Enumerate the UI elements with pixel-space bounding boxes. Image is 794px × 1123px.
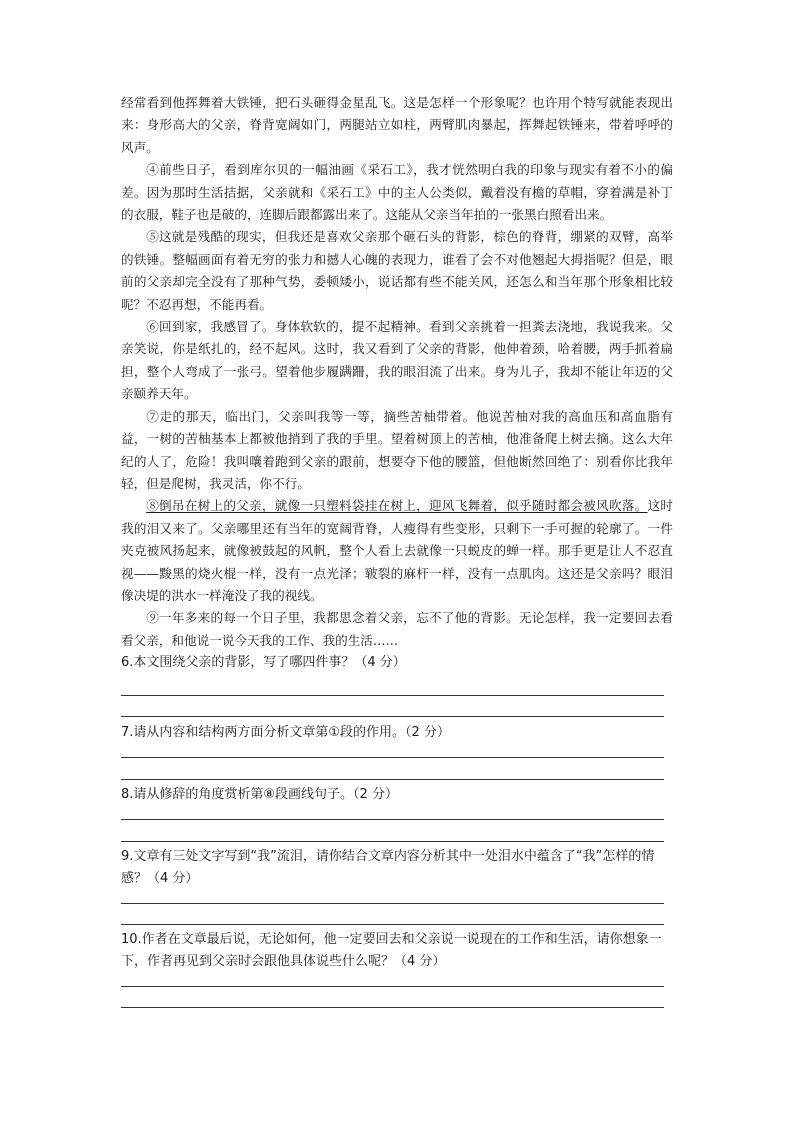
question-8-text: 8.请从修辞的角度赏析第⑧段画线句子。（2 分） <box>121 787 398 802</box>
question-10 <box>121 929 665 973</box>
passage-paragraph-4: ④前些日子，看到库尔贝的一幅油画《采石工》，我才恍然明白我的印象与现实有着不小的偏差。因为那时生活拮据，父亲就和《采石工》中的主人公类似，戴着没有檐的草帽，穿着满是补丁的衣服，鞋子也是破的，连脚后跟都露出来了。这能从父亲当年拍的一张黑白照看出来。 <box>121 162 673 223</box>
reading-passage <box>121 92 673 652</box>
passage-paragraph-3-continued: 经常看到他挥舞着大铁锤，把石头砸得金星乱飞。这是怎样一个形象呢？也许用个特写就能表现出来：身形高大的父亲，脊背宽阔如门，两腿站立如柱，两臂肌肉暴起，挥舞起铁锤来，带着呼呼的风声。 <box>121 95 673 155</box>
answer-line[interactable] <box>121 716 664 717</box>
underlined-sentence: ⑧倒吊在树上的父亲，就像一只塑料袋挂在树上，迎风飞舞着，似乎随时都会被风吹落。 <box>146 498 648 514</box>
answer-line[interactable] <box>121 695 664 696</box>
answer-line[interactable] <box>121 757 664 758</box>
passage-paragraph-7: ⑦走的那天，临出门，父亲叫我等一等，摘些苦柚带着。他说苦柚对我的高血压和高血脂有益，一树的苦柚基本上都被他捎到了我的手里。望着树顶上的苦柚，他准备爬上树去摘。这么大年纪的人了，危险！我叫嚷着跑到父亲的跟前，想要夺下他的腰篮，但他断然回绝了：别看你比我年轻，但是爬树，我灵活，你不行。 <box>121 408 673 491</box>
passage-paragraph-5: ⑤这就是残酷的现实，但我还是喜欢父亲那个砸石头的背影，棕色的脊背，绷紧的双臂，高举的铁锤。整幅画面有着无穷的张力和撼人心魄的表现力，谁看了会不对他翘起大拇指呢？但是，眼前的父亲却完全没有了那种气势，委顿矮小，说话都有些不能关风，还怎么和当年那个形象相比较呢？不忍再想，不能再看。 <box>121 229 673 312</box>
answer-line[interactable] <box>121 924 664 925</box>
passage-paragraph-9: ⑨一年多来的每一个日子里，我都思念着父亲，忘不了他的背影。无论怎样，我一定要回去看看父亲，和他说一说今天我的工作、我的生活…… <box>121 610 673 648</box>
answer-line[interactable] <box>121 779 664 780</box>
question-7-text: 7.请从内容和结构两方面分析文章第①段的作用。（2 分） <box>121 725 450 740</box>
question-6 <box>121 652 406 674</box>
question-8 <box>121 784 398 806</box>
answer-line[interactable] <box>121 903 664 904</box>
question-7 <box>121 722 450 744</box>
answer-line[interactable] <box>121 819 664 820</box>
question-9-text: 9.文章有三处文字写到“我”流泪，请你结合文章内容分析其中一处泪水中蕴含了“我”怎样的情感？（4 分） <box>121 849 655 886</box>
answer-line[interactable] <box>121 841 664 842</box>
answer-line[interactable] <box>121 986 664 987</box>
question-6-text: 6.本文围绕父亲的背影，写了哪四件事？（4 分） <box>121 655 406 670</box>
passage-paragraph-6: ⑥回到家，我感冒了。身体软软的，提不起精神。看到父亲挑着一担粪去浇地，我说我来。父亲笑说，你是纸扎的，经不起风。这时，我又看到了父亲的背影，他伸着颈，哈着腰，两手抓着扁担，整个人弯成了一张弓。望着他步履蹒跚，我的眼泪流了出来。身为儿子，我却不能让年迈的父亲颐养天年。 <box>121 319 673 402</box>
answer-line[interactable] <box>121 1007 664 1008</box>
question-9 <box>121 846 665 890</box>
question-10-text: 10.作者在文章最后说，无论如何，他一定要回去和父亲说一说现在的工作和生活，请你想象一下，作者再见到父亲时会跟他具体说些什么呢？（4 分） <box>121 932 662 969</box>
paragraph-8-rest: 这时我的泪又来了。父亲哪里还有当年的宽阔背脊，人瘦得有些变形，只剩下一手可握的轮廓了。一件夹克被风扬起来，就像被鼓起的风帆，整个人看上去就像一只蜕皮的蝉一样。那手更是让人不忍直视——黢黑的烧火棍一样，没有一点光泽；皲裂的麻杆一样，没有一点肌肉。这还是父亲吗？眼泪像决堤的洪水一样淹没了我的视线。 <box>121 498 674 603</box>
passage-paragraph-8 <box>121 495 673 607</box>
